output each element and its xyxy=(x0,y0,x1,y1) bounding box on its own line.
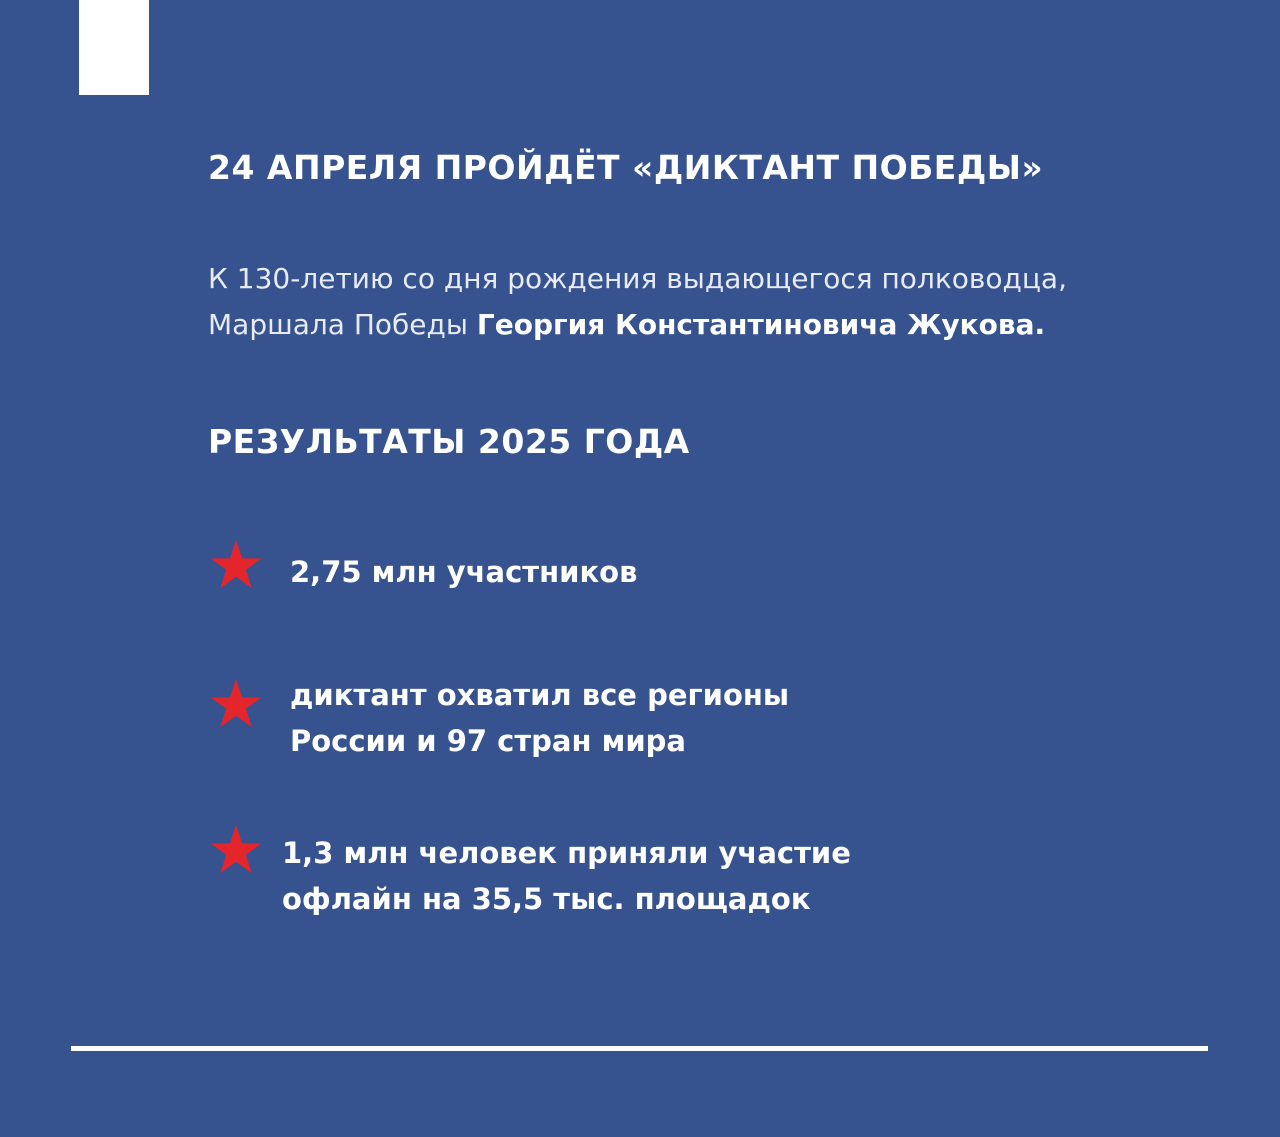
stat-line: офлайн на 35,5 тыс. площадок xyxy=(282,882,811,916)
star-icon xyxy=(210,540,262,590)
corner-tab xyxy=(79,0,149,95)
star-icon xyxy=(210,825,262,875)
results-title: РЕЗУЛЬТАТЫ 2025 ГОДА xyxy=(208,422,690,461)
intro-line-2 xyxy=(208,302,1067,348)
bottom-divider xyxy=(71,1046,1208,1051)
headline: 24 АПРЕЛЯ ПРОЙДЁТ «ДИКТАНТ ПОБЕДЫ» xyxy=(208,148,1044,187)
stat-line: диктант охватил все регионы xyxy=(290,678,790,712)
intro-line-2-regular: Маршала Победы xyxy=(208,308,477,341)
intro-line-1: К 130-летию со дня рождения выдающегося полководца, xyxy=(208,262,1067,295)
stat-participants xyxy=(290,549,637,595)
stat-line: 1,3 млн человек приняли участие xyxy=(282,836,851,870)
intro-text xyxy=(208,256,1067,348)
stat-offline xyxy=(282,830,851,922)
stat-regions xyxy=(290,672,789,764)
stat-line: 2,75 млн участников xyxy=(290,555,638,589)
stat-line: России и 97 стран мира xyxy=(290,724,686,758)
star-icon xyxy=(210,679,262,729)
marshal-name: Георгия Константиновича Жукова. xyxy=(476,308,1046,341)
